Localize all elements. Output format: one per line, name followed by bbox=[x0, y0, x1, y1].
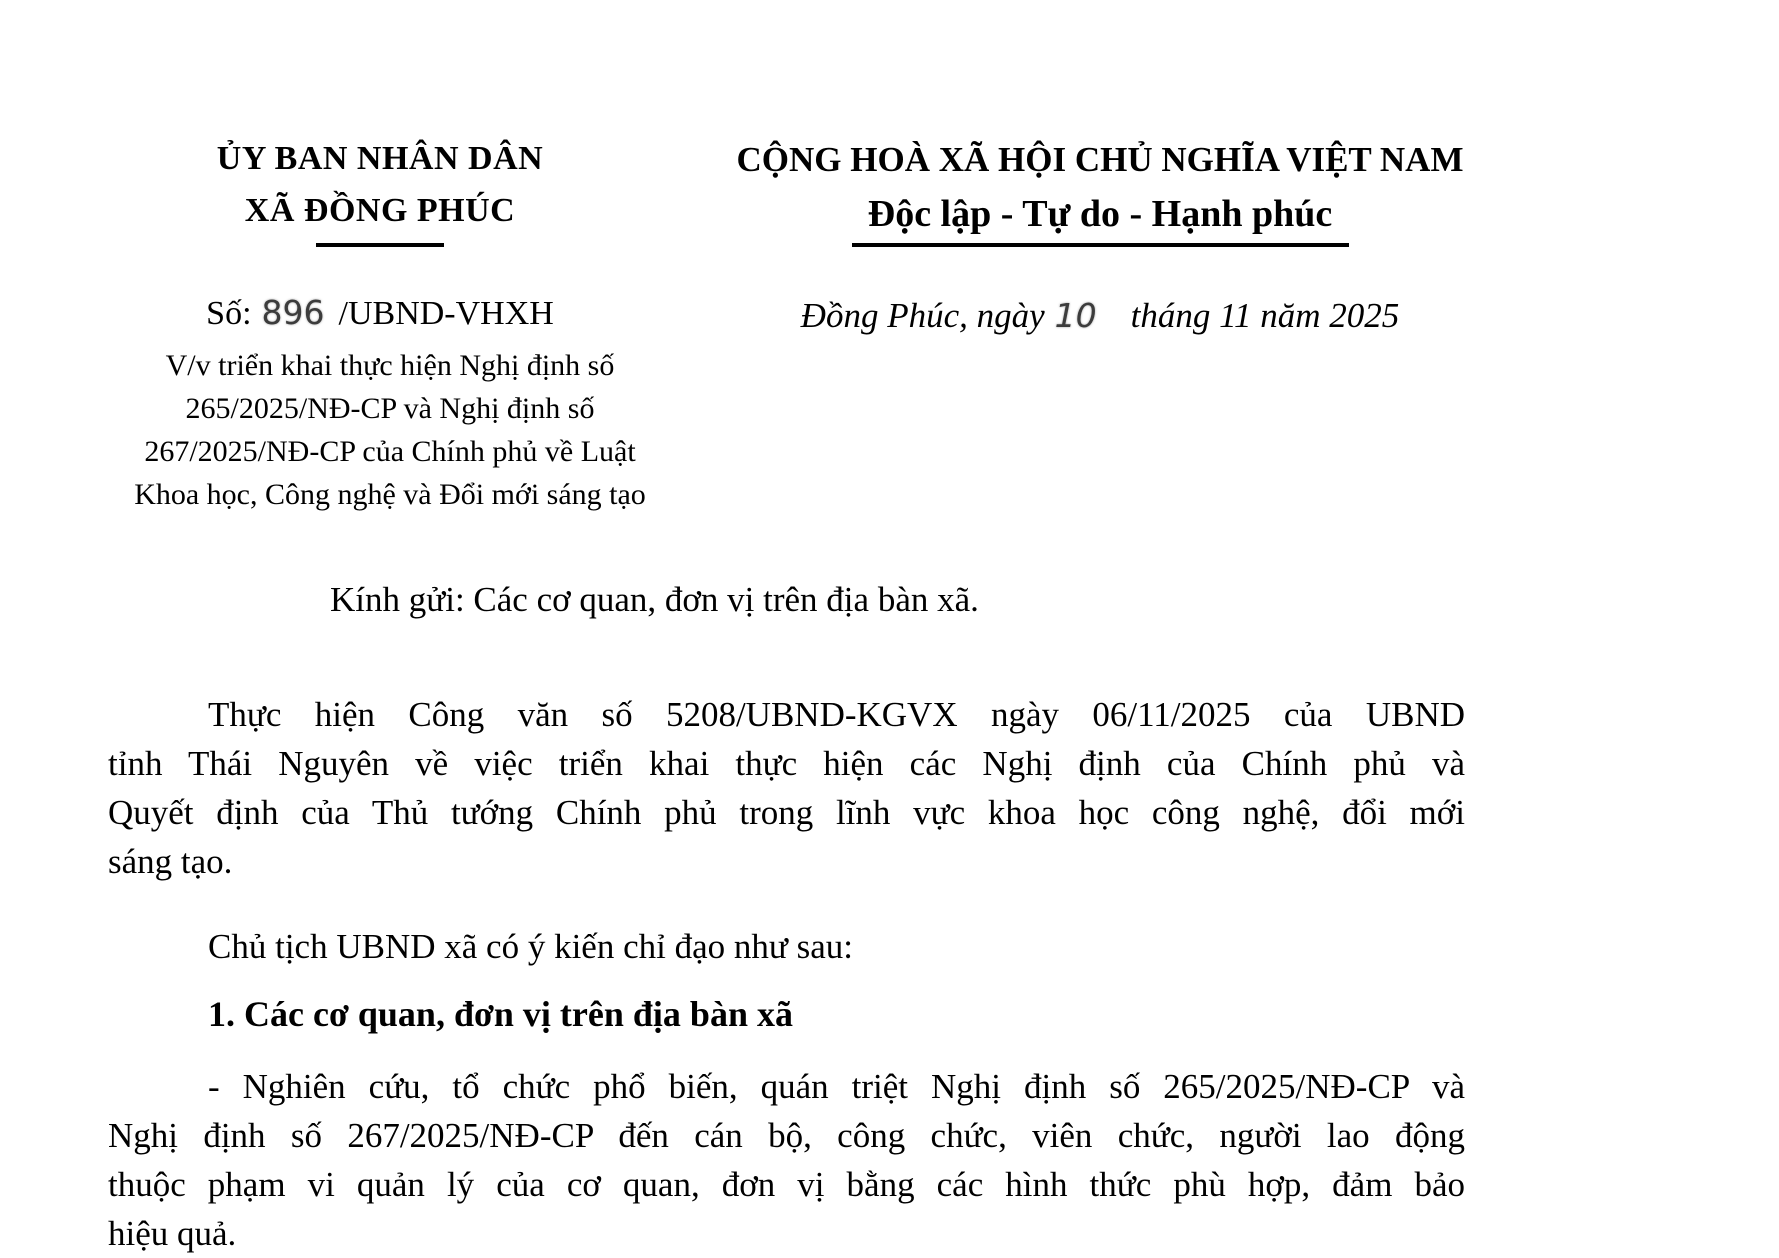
paragraph-1 bbox=[108, 690, 1465, 886]
paragraph-3 bbox=[108, 1062, 1465, 1258]
subject-line: V/v triển khai thực hiện Nghị định số bbox=[165, 349, 615, 382]
doc-number-suffix: /UBND-VHXH bbox=[338, 295, 554, 332]
section-heading-1: 1. Các cơ quan, đơn vị trên địa bàn xã bbox=[208, 994, 793, 1034]
body-line: - Nghiên cứu, tổ chức phổ biến, quán triệt Nghị định số 265/2025/NĐ-CP và bbox=[208, 1067, 1465, 1106]
national-title: CỘNG HOÀ XÃ HỘI CHỦ NGHĨA VIỆT NAM bbox=[736, 140, 1464, 179]
subject-line: 267/2025/NĐ-CP của Chính phủ về Luật bbox=[144, 435, 636, 468]
org-parent-name: ỦY BAN NHÂN DÂN bbox=[216, 140, 544, 177]
doc-number-line bbox=[110, 293, 650, 333]
header-issuing-authority bbox=[110, 140, 650, 247]
recipient-line: Kính gửi: Các cơ quan, đơn vị trên địa bàn xã. bbox=[330, 580, 979, 619]
dateline-prefix: Đồng Phúc, ngày bbox=[800, 296, 1045, 335]
subject-line: 265/2025/NĐ-CP và Nghị định số bbox=[185, 392, 595, 425]
header-left-underline bbox=[316, 243, 444, 247]
place-date-line bbox=[705, 296, 1495, 336]
doc-number-label: Số: bbox=[206, 295, 252, 332]
body-line: Nghị định số 267/2025/NĐ-CP đến cán bộ, công chức, viên chức, người lao động bbox=[108, 1116, 1465, 1155]
header-national-heading bbox=[705, 140, 1495, 247]
body-line: tỉnh Thái Nguyên về việc triển khai thực hiện các Nghị định của Chính phủ và bbox=[108, 744, 1465, 783]
body-line: sáng tạo. bbox=[108, 842, 233, 881]
dateline-day: 10 bbox=[1054, 296, 1097, 335]
body-line: Quyết định của Thủ tướng Chính phủ trong lĩnh vực khoa học công nghệ, đổi mới bbox=[108, 793, 1465, 832]
dateline-rest: tháng 11 năm 2025 bbox=[1130, 296, 1400, 335]
doc-subject bbox=[90, 344, 690, 516]
body-line: Thực hiện Công văn số 5208/UBND-KGVX ngày 06/11/2025 của UBND bbox=[208, 695, 1465, 734]
paragraph-2: Chủ tịch UBND xã có ý kiến chỉ đạo như sau: bbox=[208, 927, 853, 966]
body-line: hiệu quả. bbox=[108, 1214, 237, 1253]
doc-number-value: 896 bbox=[261, 293, 325, 332]
body-line: thuộc phạm vi quản lý của cơ quan, đơn vị bằng các hình thức phù hợp, đảm bảo bbox=[108, 1165, 1465, 1204]
doc-body bbox=[108, 690, 1465, 1258]
header-right-underline bbox=[852, 243, 1349, 247]
national-motto: Độc lập - Tự do - Hạnh phúc bbox=[867, 193, 1333, 235]
subject-line: Khoa học, Công nghệ và Đổi mới sáng tạo bbox=[134, 478, 646, 511]
org-name: XÃ ĐỒNG PHÚC bbox=[244, 192, 516, 229]
